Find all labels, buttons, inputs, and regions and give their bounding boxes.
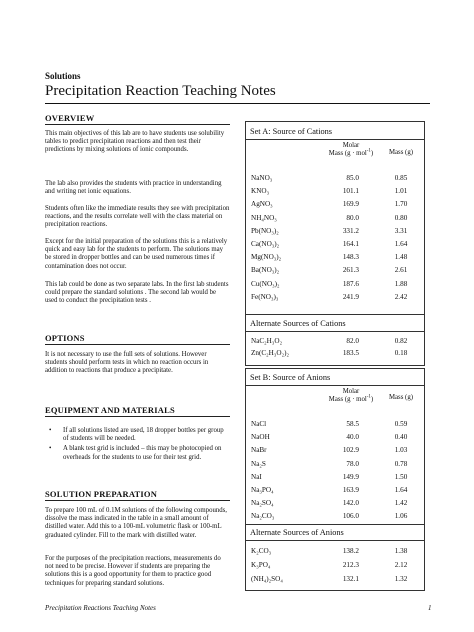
- molar-mass-cell: 164.1: [342, 240, 359, 248]
- molar-mass-cell: 169.9: [342, 200, 359, 209]
- page-number: 1: [428, 604, 432, 612]
- compound-cell: NH₄NO₃: [251, 213, 277, 222]
- table-title: Set B: Source of Anions: [250, 373, 331, 382]
- table-row: [246, 472, 424, 482]
- molar-mass-cell: 149.9: [342, 472, 359, 481]
- compound-cell: Mg(NO₃)₂: [251, 253, 282, 262]
- molar-mass-cell: 241.9: [342, 292, 359, 301]
- molar-header-line: Mass (g · mol: [328, 396, 367, 403]
- table-row: [246, 336, 424, 346]
- table-row: [246, 511, 424, 521]
- compound-cell: Zn(C₂H₃O₂)₂: [251, 349, 289, 357]
- mass-cell: 2.42: [394, 292, 408, 301]
- table-set-b: [245, 368, 425, 591]
- molar-mass-cell: 261.3: [342, 266, 359, 275]
- mass-cell: 0.85: [394, 174, 408, 182]
- equipment-heading: EQUIPMENT AND MATERIALS: [45, 405, 175, 415]
- equipment-item: • If all solutions listed are used, 18 dropper bottles per group of students will be needed.: [45, 427, 230, 443]
- molar-mass-cell: 106.0: [342, 512, 359, 521]
- overview-paragraph: This main objectives of this lab are to have students use solubility tables to predict precipitation reactions and then test their predictions by mixing solutions of ionic compounds.: [45, 130, 225, 154]
- molar-mass-header: Molar Mass (g · mol$^{-1}$): [328, 142, 374, 157]
- molar-mass-cell: 101.1: [342, 187, 359, 196]
- compound-cell: AgNO₃: [251, 200, 273, 209]
- compound-cell: Pb(NO₃)₂: [251, 226, 279, 235]
- table-row: [246, 560, 424, 570]
- mass-cell: 1.64: [394, 486, 408, 494]
- table-divider: [246, 139, 424, 140]
- mass-cell: 0.82: [394, 337, 408, 345]
- table-row: [246, 485, 424, 495]
- equipment-rule: [45, 416, 230, 417]
- overview-paragraph: This lab could be done as two separate labs. In the first lab students could prepare the standard solutions . The second lab would be used to conduct the precipitation tests .: [45, 281, 229, 305]
- mass-cell: 1.48: [394, 253, 408, 262]
- compound-cell: Ca(NO₃)₂: [251, 240, 280, 248]
- table-row: [246, 574, 424, 584]
- compound-cell: NaC₂H₃O₂: [251, 337, 283, 345]
- table-row: [246, 419, 424, 429]
- compound-cell: NaNO₃: [251, 174, 273, 182]
- mass-cell: 1.50: [394, 472, 408, 481]
- overview-rule: [45, 124, 230, 125]
- mass-cell: 0.59: [394, 420, 408, 428]
- molar-mass-cell: 82.0: [346, 337, 359, 345]
- compound-cell: Fe(NO₃)₃: [251, 292, 279, 301]
- compound-cell: K₂CO₃: [251, 547, 272, 555]
- compound-cell: Na₃PO₄: [251, 486, 274, 494]
- table-row: [246, 213, 424, 223]
- compound-cell: NaI: [251, 472, 262, 481]
- title-rule: [45, 103, 430, 104]
- table-row: [246, 459, 424, 469]
- compound-cell: Na₂CO₃: [251, 512, 275, 521]
- mass-header: Mass (g): [389, 394, 413, 401]
- options-heading: OPTIONS: [45, 333, 85, 343]
- molar-mass-cell: 102.9: [342, 446, 359, 455]
- molar-mass-cell: 58.5: [346, 420, 359, 428]
- table-divider: [246, 331, 424, 332]
- table-row: [246, 498, 424, 508]
- molar-mass-cell: 78.0: [346, 459, 359, 468]
- molar-header-line: Mass (g · mol: [328, 150, 367, 157]
- page-title: Precipitation Reaction Teaching Notes: [45, 83, 276, 99]
- overview-paragraph: Except for the initial preparation of the solutions this is a relatively quick and easy lab for the students to perform. The solutions may be stored in dropper bottles and can be used numerous times if contamination does not occur.: [45, 238, 228, 270]
- table-row: [246, 445, 424, 455]
- table-row: [246, 432, 424, 442]
- molar-mass-cell: 331.2: [342, 226, 359, 235]
- section-kicker: Solutions: [45, 71, 81, 81]
- mass-cell: 3.31: [394, 226, 408, 235]
- molar-mass-cell: 132.1: [342, 575, 359, 583]
- compound-cell: NaBr: [251, 446, 267, 455]
- mass-header: Mass (g): [389, 149, 413, 156]
- compound-cell: Na₂SO₄: [251, 499, 274, 508]
- preparation-paragraph: For the purposes of the precipitation reactions, measurements do not need to be precise. However if students are preparing the solutions this is a good opportunity for them to practice good techniques for preparing standard solutions.: [45, 555, 221, 587]
- table-row: [246, 173, 424, 183]
- table-row: [246, 199, 424, 209]
- overview-paragraph: Students often like the immediate results they see with precipitation reactions, and the results correlate well with the class material on precipitation reactions.: [45, 205, 230, 229]
- molar-mass-cell: 142.0: [342, 499, 359, 508]
- mass-cell: 0.80: [394, 213, 408, 222]
- table-row: [246, 252, 424, 262]
- mass-cell: 1.01: [394, 187, 408, 196]
- mass-cell: 1.38: [394, 547, 408, 555]
- mass-cell: 1.03: [394, 446, 408, 455]
- mass-cell: 1.32: [394, 575, 408, 583]
- table-divider: [246, 524, 424, 525]
- options-rule: [45, 344, 230, 345]
- molar-mass-cell: 212.3: [342, 561, 359, 569]
- compound-cell: (NH₄)₂SO₄: [251, 575, 283, 583]
- molar-mass-cell: 183.5: [342, 349, 359, 357]
- mass-cell: 1.06: [394, 512, 408, 521]
- table-set-a: [245, 121, 425, 366]
- compound-cell: KNO₃: [251, 187, 270, 196]
- molar-mass-cell: 138.2: [342, 547, 359, 555]
- table-row: [246, 239, 424, 249]
- table-row: [246, 292, 424, 302]
- mass-cell: 1.42: [394, 499, 408, 508]
- molar-header-line: Molar: [342, 388, 360, 395]
- table-row: [246, 348, 424, 358]
- overview-paragraph: The lab also provides the students with practice in understanding and writing net ionic equations.: [45, 180, 222, 196]
- overview-heading: OVERVIEW: [45, 113, 95, 123]
- compound-cell: K₃PO₄: [251, 561, 271, 569]
- compound-cell: NaCl: [251, 420, 267, 428]
- compound-cell: NaOH: [251, 433, 270, 442]
- compound-cell: Na₂S: [251, 459, 266, 468]
- mass-cell: 0.18: [394, 349, 408, 357]
- molar-mass-cell: 40.0: [346, 433, 359, 442]
- molar-mass-cell: 163.9: [342, 486, 359, 494]
- molar-mass-cell: 187.6: [342, 279, 359, 288]
- mass-cell: 0.40: [394, 433, 408, 442]
- table-subtitle: Alternate Sources of Anions: [250, 528, 344, 537]
- molar-header-line: Molar: [342, 142, 360, 149]
- table-title: Set A: Source of Cations: [250, 127, 333, 136]
- table-row: [246, 546, 424, 556]
- mass-cell: 0.78: [394, 459, 408, 468]
- options-paragraph: It is not necessary to use the full sets of solutions. However students should perform tests in which no reaction occurs in addition to reactions that produce a precipitate.: [45, 351, 209, 375]
- equipment-list: [45, 427, 230, 464]
- mass-cell: 1.88: [394, 279, 408, 288]
- equipment-item: • A blank test grid is included – this may be photocopied on overheads for the students to use for their test grid.: [45, 445, 230, 461]
- mass-cell: 2.61: [394, 266, 408, 275]
- mass-cell: 2.12: [394, 561, 408, 569]
- footer-title: Precipitation Reactions Teaching Notes: [45, 604, 156, 612]
- molar-mass-cell: 148.3: [342, 253, 359, 262]
- mass-cell: 1.70: [394, 200, 408, 209]
- table-row: [246, 265, 424, 275]
- molar-mass-cell: 85.0: [346, 174, 359, 182]
- table-subtitle: Alternate Sources of Cations: [250, 319, 346, 328]
- table-divider: [246, 385, 424, 386]
- compound-cell: Cu(NO₃)₂: [251, 279, 280, 288]
- table-divider: [246, 314, 424, 315]
- table-row: [246, 279, 424, 289]
- molar-mass-header: Molar Mass (g · mol$^{-1}$): [328, 388, 374, 403]
- preparation-rule: [45, 500, 230, 501]
- preparation-paragraph: To prepare 100 mL of 0.1M solutions of the following compounds, dissolve the mass indicated in the table in a small amount of distilled water. Add this to a 100-mL volumetric flask or 100-mL graduated cylinder. Fill to the mark with distilled water.: [45, 507, 228, 539]
- preparation-heading: SOLUTION PREPARATION: [45, 489, 158, 499]
- mass-cell: 1.64: [394, 240, 408, 248]
- table-row: [246, 226, 424, 236]
- table-divider: [246, 540, 424, 541]
- molar-mass-cell: 80.0: [346, 213, 359, 222]
- table-row: [246, 186, 424, 196]
- compound-cell: Ba(NO₃)₂: [251, 266, 280, 275]
